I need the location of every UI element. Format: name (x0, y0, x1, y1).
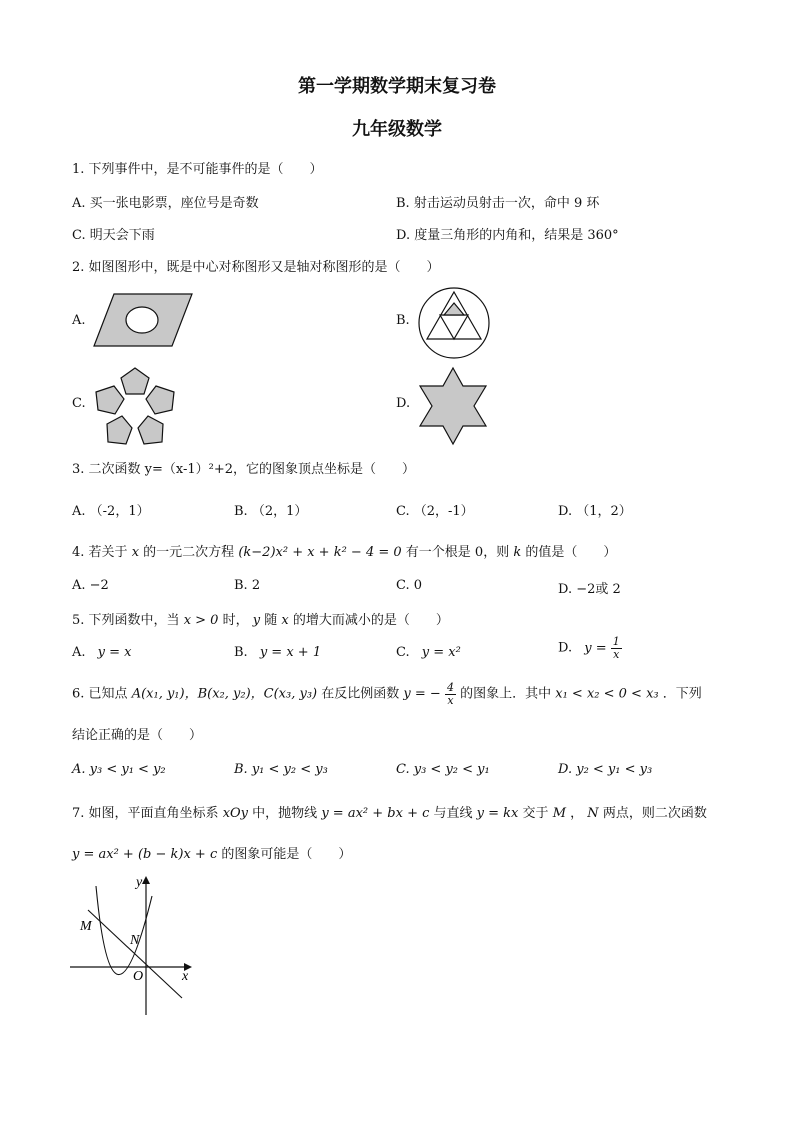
q7-point-m: M (552, 806, 566, 821)
q4-stem-post: 有一个根是 0，则 (405, 545, 510, 560)
q5-var-x: x (281, 613, 289, 628)
q5-stem-pre: 5. 下列函数中，当 (72, 613, 180, 628)
q6-stem-mid: 在反比例函数 (321, 686, 400, 702)
q1-option-c: C. 明天会下雨 (72, 228, 155, 243)
q7-stem-line2 (72, 843, 351, 862)
q5-option-b-expr: y = x + 1 (259, 645, 322, 660)
q5-stem-end: 的增大而减小的是（ ） (292, 613, 449, 628)
q5-option-d-label: D. (558, 640, 573, 656)
q4-stem-mid: 的一元二次方程 (143, 545, 235, 560)
q1-stem: 1. 下列事件中，是不可能事件的是（ ） (72, 162, 323, 177)
q3-option-a: A. （-2，1） (72, 504, 150, 519)
page-subtitle: 九年级数学 (352, 119, 442, 140)
page-title: 第一学期数学期末复习卷 (298, 76, 496, 97)
q6-stem-pre: 6. 已知点 (72, 686, 128, 702)
q7-stem-mid: 中，抛物线 (252, 806, 318, 821)
q4-var-k: k (513, 545, 522, 560)
q6-option-c: C. y₃ < y₂ < y₁ (396, 762, 490, 777)
q5-stem (72, 609, 449, 628)
q7-point-n: N (587, 806, 599, 821)
q5-option-d (558, 636, 622, 660)
q6-option-b: B. y₁ < y₂ < y₃ (234, 762, 328, 777)
q2-option-a: A. (72, 313, 86, 328)
q1-option-a: A. 买一张电影票，座位号是奇数 (72, 196, 259, 211)
q5-option-b-label: B. (234, 645, 248, 660)
q6-option-d: D. y₂ < y₁ < y₃ (558, 762, 653, 777)
q7-stem (72, 802, 707, 821)
q5-fraction-denominator: x (613, 647, 620, 661)
q5-stem-mid: 时， (222, 613, 249, 628)
q1-option-b: B. 射击运动员射击一次，命中 9 环 (396, 196, 600, 211)
q5-stem-mid2: 随 (264, 613, 278, 628)
q5-var-y: y (252, 613, 261, 628)
q5-option-a-expr: y = x (97, 645, 132, 660)
q7-graph-label-x: x (182, 969, 189, 984)
q4-option-a: A. −2 (72, 578, 109, 593)
q2-option-c: C. (72, 396, 86, 411)
q5-option-b (234, 645, 321, 660)
q6-fraction-numerator: 4 (446, 681, 454, 694)
q3-option-d: D. （1，2） (558, 504, 632, 519)
q2-option-b: B. (396, 313, 410, 328)
q1-option-d: D. 度量三角形的内角和，结果是 360° (396, 228, 619, 243)
q6-function-fraction (445, 682, 456, 706)
q7-xoy: xOy (222, 806, 249, 821)
q7-graph-label-o: O (133, 969, 144, 984)
q5-option-d-expr: y = (584, 640, 611, 656)
q7-stem-pre: 7. 如图，平面直角坐标系 (72, 806, 219, 821)
q2-figure-d-star (418, 366, 488, 446)
q7-graph-figure (68, 872, 198, 1017)
q6-fraction-denominator: x (447, 693, 454, 707)
q4-stem-end: 的值是（ ） (525, 545, 617, 560)
q6-stem-line2: 结论正确的是（ ） (72, 728, 203, 743)
q7-graph-label-n: N (130, 933, 140, 948)
q7-line: y = kx (476, 806, 519, 821)
q4-option-c: C. 0 (396, 578, 423, 593)
q5-option-c-label: C. (396, 645, 410, 660)
q3-stem: 3. 二次函数 y=（x-1）²+2，它的图象顶点坐标是（ ） (72, 462, 416, 477)
q7-stem-mid4: ， (570, 806, 584, 821)
q6-function: y = − (403, 686, 441, 702)
q5-option-c (396, 645, 461, 660)
q7-stem-end: 两点，则二次函数 (602, 806, 707, 821)
q2-option-d: D. (396, 396, 411, 411)
q4-option-d: D. −2或 2 (558, 582, 621, 597)
q4-equation: (k−2)x² + x + k² − 4 = 0 (238, 545, 402, 560)
q2-figure-b-circle-triangles (418, 287, 490, 359)
q5-option-a-label: A. (72, 645, 86, 660)
q7-graph-label-y: y (136, 875, 143, 890)
q3-option-b: B. （2，1） (234, 504, 308, 519)
q6-option-a: A. y₃ < y₁ < y₂ (72, 762, 166, 777)
q2-figure-a-parallelogram (92, 292, 194, 348)
q6-points: A(x₁, y₁)，B(x₂, y₂)，C(x₃, y₃) (131, 686, 318, 702)
q5-fraction-numerator: 1 (612, 635, 620, 648)
q7-stem-line2-end: 的图象可能是（ ） (221, 847, 352, 862)
q6-stem (72, 682, 702, 706)
q6-stem-mid2: 的图象上．其中 (460, 686, 552, 702)
q2-figure-c-pentagons (92, 366, 178, 446)
q3-option-c: C. （2，-1） (396, 504, 474, 519)
q7-parabola: y = ax² + bx + c (321, 806, 430, 821)
q6-condition: x₁ < x₂ < 0 < x₃ (555, 686, 659, 702)
q5-option-d-fraction (611, 636, 622, 660)
q6-stem-end: ．下列 (662, 686, 702, 702)
q5-option-a (72, 645, 132, 660)
q7-stem-mid3: 交于 (522, 806, 549, 821)
q7-quadratic: y = ax² + (b − k)x + c (72, 847, 218, 862)
q2-stem: 2. 如图图形中，既是中心对称图形又是轴对称图形的是（ ） (72, 260, 440, 275)
q7-stem-mid2: 与直线 (433, 806, 473, 821)
q5-condition: x > 0 (183, 613, 219, 628)
q4-var-x: x (131, 545, 140, 560)
q4-stem (72, 541, 616, 560)
q7-graph-label-m: M (80, 919, 92, 934)
q4-option-b: B. 2 (234, 578, 261, 593)
q4-stem-pre: 4. 若关于 (72, 545, 128, 560)
q5-option-c-expr: y = x² (421, 645, 461, 660)
